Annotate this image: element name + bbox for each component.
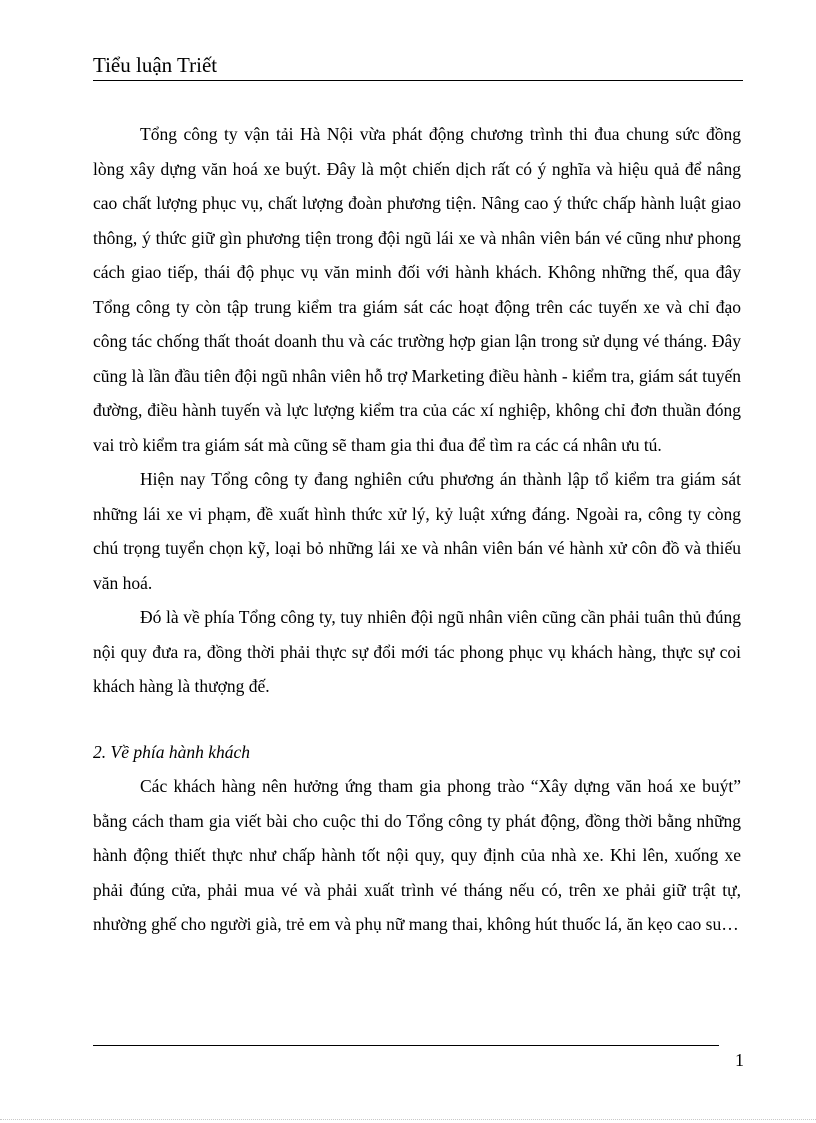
header-title: Tiểu luận Triết: [93, 53, 218, 77]
paragraph-2: Hiện nay Tổng công ty đang nghiên cứu phương án thành lập tổ kiểm tra giám sát những lái xe vi phạm, đề xuất hình thức xử lý, kỷ luật xứng đáng. Ngoài ra, công ty còng chú trọng tuyển chọn kỹ, loại bỏ những lái xe và nhân viên bán vé hành xử côn đồ và thiếu văn hoá.: [93, 469, 741, 593]
page-edge-divider: [0, 1119, 816, 1120]
footer-divider: [93, 1045, 719, 1046]
paragraph-1: Tổng công ty vận tải Hà Nội vừa phát động chương trình thi đua chung sức đồng lòng xây dựng văn hoá xe buýt. Đây là một chiến dịch rất có ý nghĩa và hiệu quả để nâng cao chất lượng phục vụ, chất lượng đoàn phương tiện. Nâng cao ý thức chấp hành luật giao thông, ý thức giữ gìn phương tiện trong đội ngũ lái xe và nhân viên bán vé cũng như phong cách giao tiếp, thái độ phục vụ văn minh đối với hành khách. Không những thế, qua đây Tổng công ty còn tập trung kiểm tra giám sát các hoạt động trên các tuyến xe và chỉ đạo công tác chống thất thoát doanh thu và các trường hợp gian lận trong sử dụng vé tháng. Đây cũng là lần đầu tiên đội ngũ nhân viên hỗ trợ Marketing điều hành - kiểm tra, giám sát tuyến đường, điều hành tuyến và lực lượng kiểm tra của các xí nghiệp, không chỉ đơn thuần đóng vai trò kiểm tra giám sát mà cũng sẽ tham gia thi đua để tìm ra các cá nhân ưu tú.: [93, 124, 741, 455]
section-heading: 2. Về phía hành khách: [93, 741, 250, 762]
document-body: [93, 117, 741, 942]
section-paragraph: Các khách hàng nên hưởng ứng tham gia phong trào “Xây dựng văn hoá xe buýt” bằng cách tham gia viết bài cho cuộc thi do Tổng công ty phát động, đồng thời bằng những hành động thiết thực như chấp hành tốt nội quy, quy định của nhà xe. Khi lên, xuống xe phải đúng cửa, phải mua vé và phải xuất trình vé tháng nếu có, trên xe phải giữ trật tự, nhường ghế cho người già, trẻ em và phụ nữ mang thai, không hút thuốc lá, ăn kẹo cao su…: [93, 776, 741, 934]
paragraph-3: Đó là về phía Tổng công ty, tuy nhiên đội ngũ nhân viên cũng cần phải tuân thủ đúng nội quy đưa ra, đồng thời phải thực sự đổi mới tác phong phục vụ khách hàng, thực sự coi khách hàng là thượng đế.: [93, 607, 741, 696]
page-number: 1: [735, 1050, 744, 1070]
page-header: [93, 50, 743, 81]
